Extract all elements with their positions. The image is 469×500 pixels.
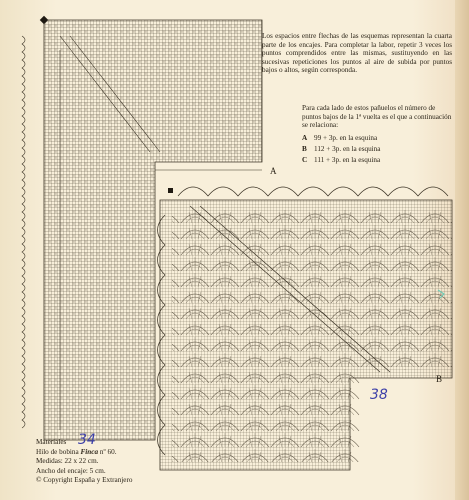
- chart-b: [158, 187, 453, 470]
- size-letter: C: [302, 155, 308, 164]
- thread-prefix: Hilo de bobina: [36, 447, 81, 456]
- size-row: [302, 144, 452, 155]
- sizes-list: [302, 104, 452, 166]
- size-row: [302, 155, 452, 166]
- materials-lace-width: Ancho del encaje: 5 cm.: [36, 466, 106, 475]
- handwritten-number-right: 38: [370, 387, 388, 403]
- size-letter: A: [302, 133, 308, 142]
- materials-thread: [36, 448, 246, 458]
- materials-heading: Materiales: [36, 438, 67, 446]
- size-text: 99 + 3p. en la esquina: [314, 133, 378, 142]
- sizes-intro: Para cada lado de estos pañuelos el número de puntos bajos de la 1ª vuelta es el que a continuación se relaciona:: [302, 104, 452, 130]
- size-text: 112 + 3p. en la esquina: [314, 144, 381, 153]
- size-letter: B: [302, 144, 307, 153]
- thread-brand: Finca: [80, 447, 99, 456]
- thread-suffix: nº 60.: [98, 447, 117, 456]
- label-a: A: [270, 166, 277, 176]
- start-marker-b: [168, 188, 173, 193]
- size-text: 111 + 3p. en la esquina: [314, 155, 381, 164]
- materials-block: [36, 438, 246, 486]
- copyright: © Copyright España y Extranjero: [36, 476, 133, 484]
- handwritten-number-left: 34: [78, 432, 96, 448]
- materials-measures: Medidas: 22 x 22 cm.: [36, 457, 99, 465]
- label-b: B: [436, 374, 443, 384]
- size-row: [302, 133, 452, 144]
- instructions-note: Los espacios entre flechas de las esquemas representan la cuarta parte de los encajes. Para completar la labor, repetir 3 veces los puntos comprendidos entre las mismas, sustituyendo en las sucesivas repeticiones los puntos al aire de subida por puntos bajos o altos, según corresponda.: [262, 32, 452, 75]
